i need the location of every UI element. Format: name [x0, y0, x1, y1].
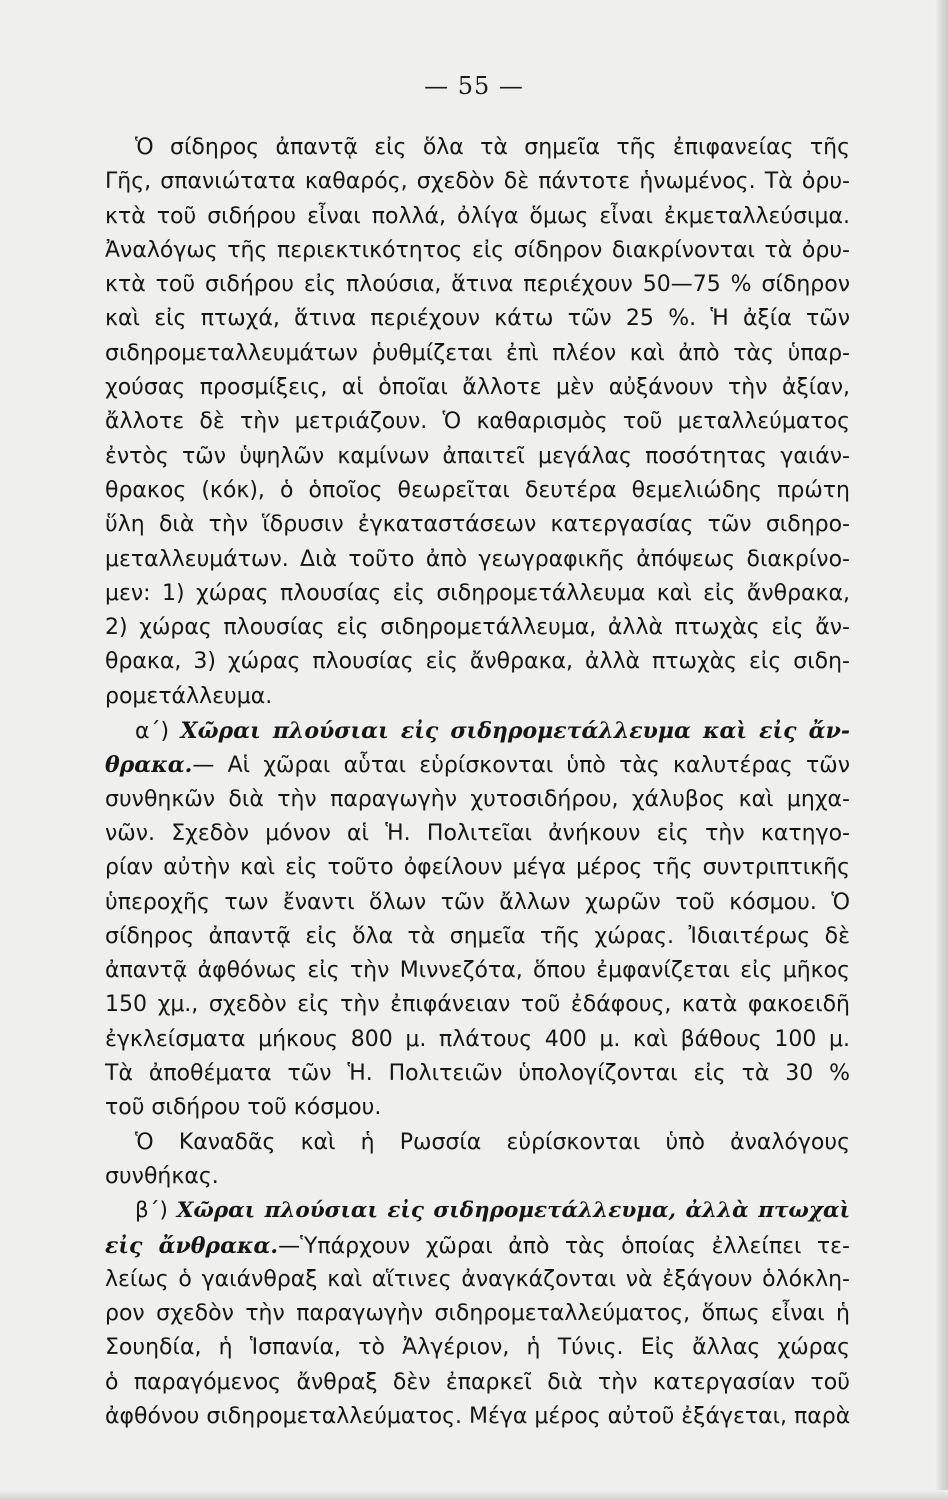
- text-line: [105, 645, 850, 679]
- text-line: [105, 165, 850, 199]
- text-line: [105, 851, 850, 885]
- line-text: σιδηρομεταλλευμάτων ῥυθμίζεται ἐπὶ πλέον καὶ ἀπὸ τὰς ὑπαρ-: [105, 340, 850, 366]
- line-text: συνθήκας.: [105, 1163, 219, 1189]
- line-text: κτὰ τοῦ σιδήρου εἶναι πολλά, ὀλίγα ὅμως εἶναι ἐκμεταλλεύσιμα.: [105, 203, 850, 229]
- text-line: [105, 337, 850, 371]
- line-text: ἐντὸς τῶν ὑψηλῶν καμίνων ἀπαιτεῖ μεγάλας ποσότητας γαιάν-: [105, 443, 850, 469]
- line-text: μεν: 1) χώρας πλουσίας εἰς σιδηρομετάλλευμα καὶ εἰς ἄνθρακα,: [105, 580, 850, 606]
- line-text: ἐγκλείσματα μήκους 800 μ. πλάτους 400 μ. καὶ βάθους 100 μ.: [105, 1026, 850, 1052]
- line-text: ρίαν αὐτὴν καὶ εἰς τοῦτο ὀφείλουν μέγα μέρος τῆς συντριπτικῆς: [105, 855, 850, 881]
- text-line: [105, 200, 850, 234]
- text-line: [105, 714, 850, 748]
- section-heading: Χῶραι πλούσιαι εἰς σιδηρομετάλλευμα, ἀλλὰ πτωχαὶ: [176, 1198, 850, 1224]
- line-text: χούσας προσμίξεις, αἱ ὁποῖαι ἄλλοτε μὲν αὐξάνουν τὴν ἀξίαν,: [105, 375, 850, 401]
- line-text: μεταλλευμάτων. Διὰ τοῦτο ἀπὸ γεωγραφικῆς ἀπόψεως διακρίνο-: [105, 546, 850, 572]
- page-edge-shadow: [934, 0, 948, 1500]
- text-line: [105, 474, 850, 508]
- line-text: Ὁ σίδηρος ἀπαντᾷ εἰς ὅλα τὰ σημεῖα τῆς ἐπιφανείας τῆς: [135, 135, 850, 160]
- section-marker: α΄): [135, 719, 181, 745]
- text-line: [105, 1263, 850, 1297]
- line-text: ρομετάλλευμα.: [105, 683, 273, 709]
- text-line: [105, 1194, 850, 1228]
- text-line: [105, 405, 850, 439]
- text-line: [105, 611, 850, 645]
- line-text: Γῆς, σπανιώτατα καθαρός, σχεδὸν δὲ πάντοτε ἡνωμένος. Τὰ ὀρυ-: [105, 169, 850, 195]
- page-number: — 55 —: [424, 72, 524, 100]
- line-text: ὕλη διὰ τὴν ἵδρυσιν ἐγκαταστάσεων κατεργασίας τῶν σιδηρο-: [105, 512, 850, 538]
- text-line: [105, 1126, 850, 1160]
- text-line: [105, 508, 850, 542]
- line-text: —Ὑπάρχουν χῶραι ἀπὸ τὰς ὁποίας ἐλλείπει τε-: [278, 1233, 850, 1259]
- text-line: [105, 920, 850, 954]
- section-heading: Χῶραι πλούσιαι εἰς σιδηρομετάλλευμα καὶ εἰς ἄν-: [180, 718, 850, 745]
- line-text: Τὰ ἀποθέματα τῶν Ἡ. Πολιτειῶν ὑπολογίζονται εἰς τὰ 30 %: [105, 1061, 850, 1087]
- text-line: [105, 886, 850, 920]
- line-text: τοῦ σιδήρου τοῦ κόσμου.: [105, 1095, 382, 1121]
- text-line: [105, 1160, 850, 1194]
- text-line: [105, 817, 850, 851]
- line-text: συνθηκῶν διὰ τὴν παραγωγὴν χυτοσιδήρου, χάλυβος καὶ μηχα-: [105, 786, 850, 812]
- text-line: [105, 302, 850, 336]
- line-text: Σουηδία, ἡ Ἱσπανία, τὸ Ἀλγέριον, ἡ Τύνις. Εἰς ἄλλας χώρας: [105, 1335, 850, 1361]
- section-heading: θρακα.: [105, 752, 193, 779]
- line-text: καὶ εἰς πτωχά, ἅτινα περιέχουν κάτω τῶν 25 %. Ἡ ἀξία τῶν: [105, 306, 850, 332]
- text-line: [105, 440, 850, 474]
- line-text: θρακα, 3) χώρας πλουσίας εἰς ἄνθρακα, ἀλλὰ πτωχὰς εἰς σιδη-: [105, 649, 850, 675]
- line-text: Ἀναλόγως τῆς περιεκτικότητος εἰς σίδηρον διακρίνονται τὰ ὀρυ-: [105, 237, 850, 263]
- line-text: ρον σχεδὸν τὴν παραγωγὴν σιδηρομεταλλεύματος, ὅπως εἶναι ἡ: [105, 1301, 850, 1327]
- section-heading: εἰς ἄνθρακα.: [105, 1232, 279, 1259]
- line-text: σίδηρος ἀπαντᾷ εἰς ὅλα τὰ σημεῖα τῆς χώρας. Ἰδιαιτέρως δὲ: [105, 923, 850, 949]
- text-line: [105, 1091, 850, 1125]
- text-line: [105, 748, 850, 782]
- line-text: ἀφθόνου σιδηρομεταλλεύματος. Μέγα μέρος αὐτοῦ ἐξάγεται, παρὰ: [105, 1403, 851, 1429]
- line-text: κτὰ τοῦ σιδήρου εἰς πλούσια, ἅτινα περιέχουν 50—75 % σίδηρον: [105, 272, 850, 298]
- text-line: [105, 954, 850, 988]
- text-line: [105, 988, 850, 1022]
- text-line: [105, 783, 850, 817]
- text-line: [105, 1400, 850, 1434]
- page-bottom-edge: [0, 1490, 948, 1500]
- text-line: [105, 131, 850, 165]
- text-line: [105, 577, 850, 611]
- line-text: θρακος (κόκ), ὁ ὁποῖος θεωρεῖται δευτέρα θεμελιώδης πρώτη: [105, 477, 850, 503]
- line-text: — Αἱ χῶραι αὗται εὑρίσκονται ὑπὸ τὰς καλυτέρας τῶν: [192, 753, 850, 779]
- text-line: [105, 543, 850, 577]
- line-text: νῶν. Σχεδὸν μόνον αἱ Ἡ. Πολιτεῖαι ἀνήκουν εἰς τὴν κατηγο-: [105, 820, 850, 846]
- line-text: ἄλλοτε δὲ τὴν μετριάζουν. Ὁ καθαρισμὸς τοῦ μεταλλεύματος: [105, 409, 850, 435]
- text-line: [105, 234, 850, 268]
- line-text: Ὁ Καναδᾶς καὶ ἡ Ρωσσία εὑρίσκονται ὑπὸ ἀναλόγους: [135, 1129, 850, 1155]
- text-line: [105, 1297, 850, 1331]
- text-line: [105, 1229, 850, 1263]
- line-text: ὑπεροχῆς των ἔναντι ὅλων τῶν ἄλλων χωρῶν τοῦ κόσμου. Ὁ: [105, 889, 850, 915]
- section-marker: β΄): [135, 1198, 177, 1224]
- text-line: [105, 371, 850, 405]
- body-text: [105, 131, 850, 1434]
- line-text: 150 χμ., σχεδὸν εἰς τὴν ἐπιφάνειαν τοῦ ἐδάφους, κατὰ φακοειδῆ: [105, 992, 850, 1018]
- line-text: ὁ παραγόμενος ἄνθραξ δὲν ἐπαρκεῖ διὰ τὴν κατεργασίαν τοῦ: [105, 1369, 850, 1395]
- text-line: [105, 1331, 850, 1365]
- text-line: [105, 1057, 850, 1091]
- line-text: ἀπαντᾷ ἀφθόνως εἰς τὴν Μιννεζότα, ὅπου ἐμφανίζεται εἰς μῆκος: [105, 958, 850, 984]
- text-line: [105, 1366, 850, 1400]
- text-line: [105, 680, 850, 714]
- line-text: λείως ὁ γαιάνθραξ καὶ αἵτινες ἀναγκάζονται νὰ ἐξάγουν ὁλόκλη-: [105, 1266, 850, 1292]
- line-text: 2) χώρας πλουσίας εἰς σιδηρομετάλλευμα, ἀλλὰ πτωχὰς εἰς ἄν-: [105, 615, 850, 641]
- text-line: [105, 268, 850, 302]
- text-line: [105, 1023, 850, 1057]
